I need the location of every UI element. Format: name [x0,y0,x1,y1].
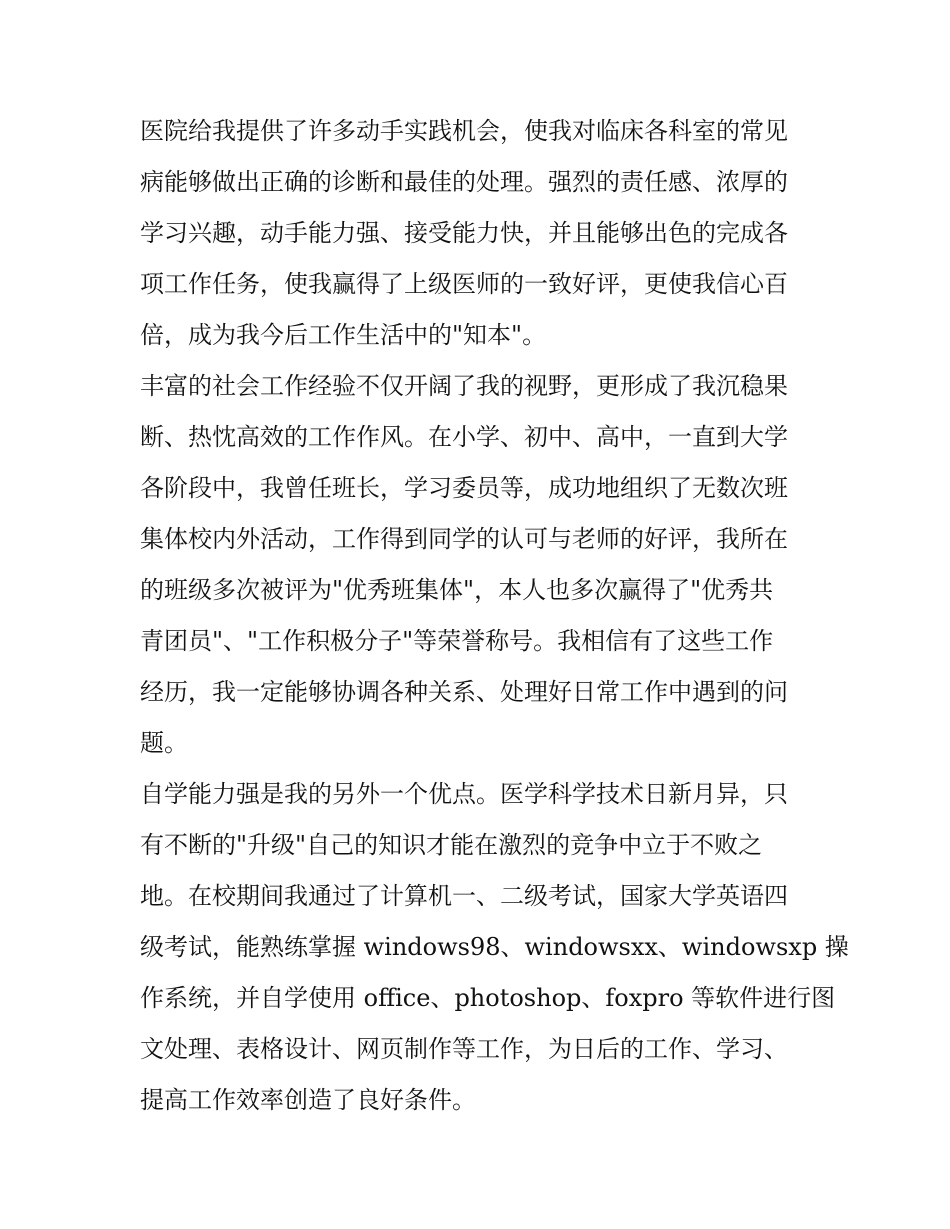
text-line: 地。在校期间我通过了计算机一、二级考试，国家大学英语四 [140,882,788,910]
text-line: 集体校内外活动，工作得到同学的认可与老师的好评，我所在 [140,525,788,553]
text-line: 作系统，并自学使用 office、photoshop、foxpro 等软件进行图 [140,984,836,1012]
paragraph-self-learning [140,769,849,1126]
text-line: 断、热忱高效的工作作风。在小学、初中、高中，一直到大学 [140,423,788,451]
text-line: 有不断的"升级"自己的知识才能在激烈的竞争中立于不败之 [140,831,763,859]
text-line: 自学能力强是我的另外一个优点。医学科学技术日新月异，只 [140,780,788,808]
text-line: 青团员"、"工作积极分子"等荣誉称号。我相信有了这些工作 [140,627,774,655]
text-line: 学习兴趣，动手能力强、接受能力快，并且能够出色的完成各 [140,219,788,247]
text-line: 级考试，能熟练掌握 windows98、windowsxx、windowsxp 操 [140,933,849,961]
text-line: 各阶段中，我曾任班长，学习委员等，成功地组织了无数次班 [140,474,788,502]
text-line: 文处理、表格设计、网页制作等工作，为日后的工作、学习、 [140,1035,788,1063]
text-line: 医院给我提供了许多动手实践机会，使我对临床各科室的常见 [140,117,788,145]
text-line: 项工作任务，使我赢得了上级医师的一致好评，更使我信心百 [140,270,788,298]
text-line: 题。 [140,729,188,757]
text-line: 的班级多次被评为"优秀班集体"，本人也多次赢得了"优秀共 [140,576,774,604]
text-line: 丰富的社会工作经验不仅开阔了我的视野，更形成了我沉稳果 [140,372,788,400]
paragraph-social-work [140,361,820,769]
text-line: 经历，我一定能够协调各种关系、处理好日常工作中遇到的问 [140,678,788,706]
text-line: 病能够做出正确的诊断和最佳的处理。强烈的责任感、浓厚的 [140,168,788,196]
text-line: 倍，成为我今后工作生活中的"知本"。 [140,321,547,349]
text-line: 提高工作效率创造了良好条件。 [140,1086,476,1114]
paragraph-clinical-practice [140,106,820,361]
document-body [140,106,849,1126]
